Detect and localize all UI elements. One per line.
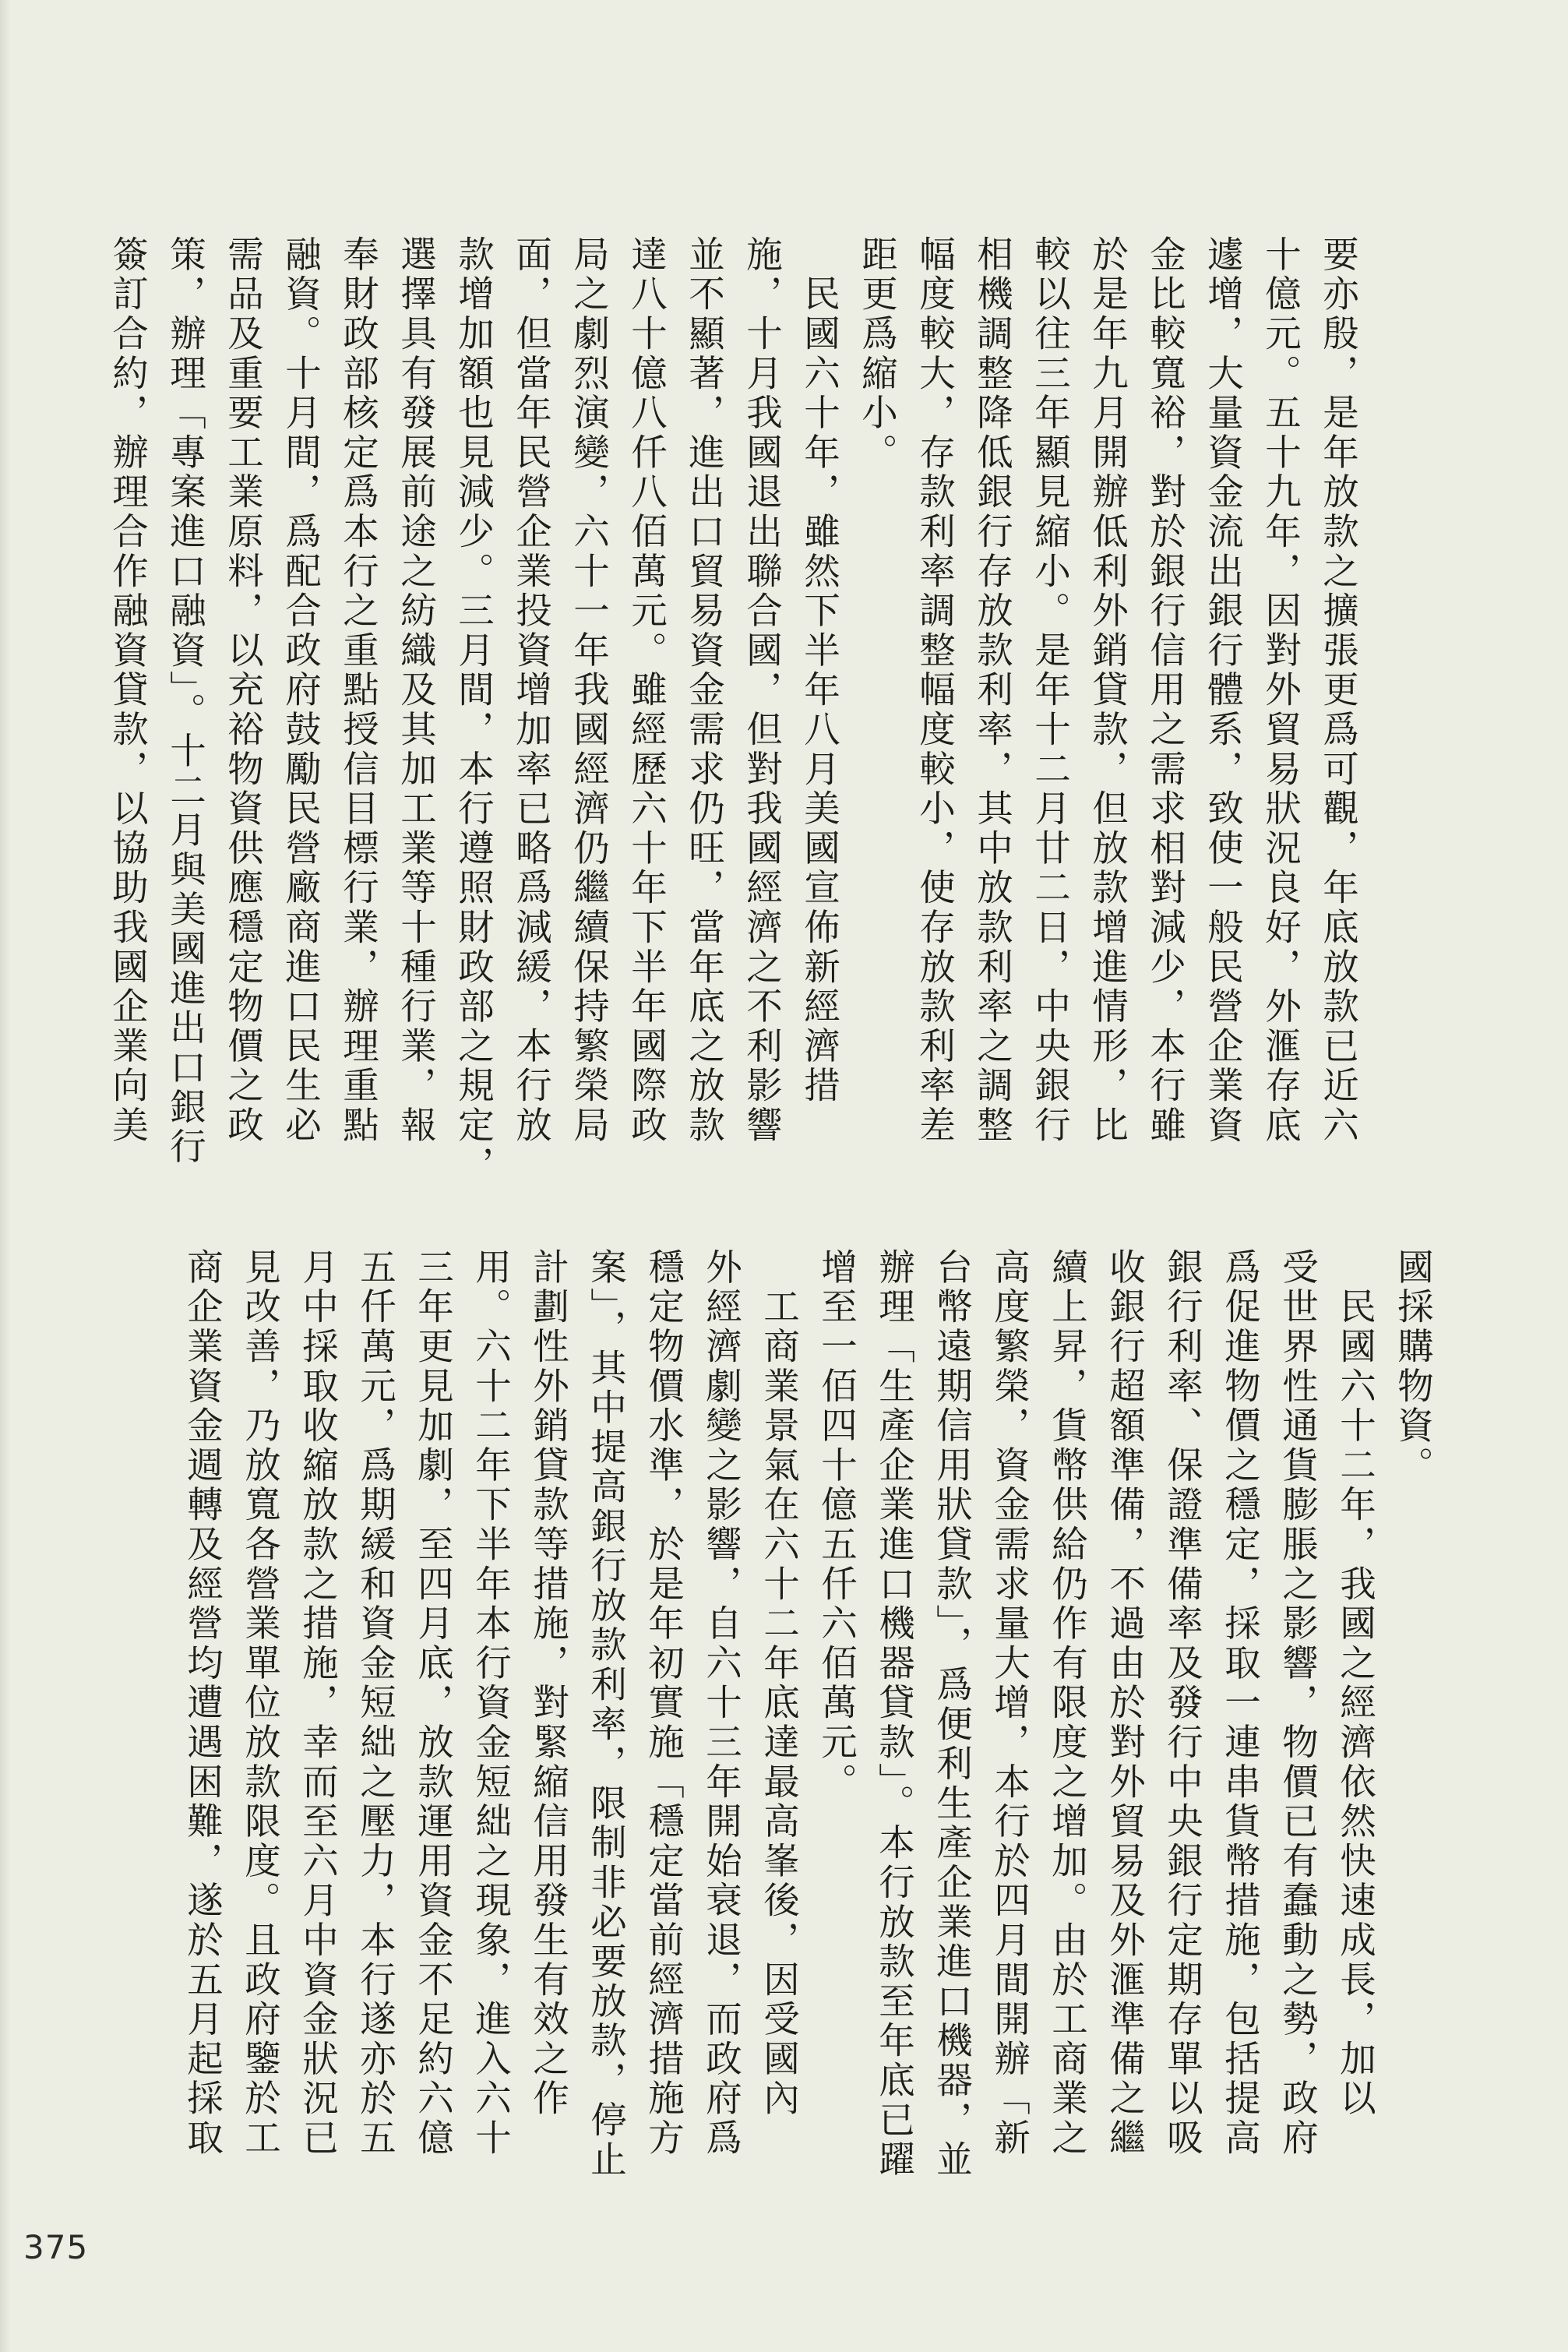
text-column: 幅度較大，存款利率調整幅度較小，使存放款利率差	[914, 235, 956, 1146]
text-column: 外經濟劇變之影響，自六十三年開始衰退，而政府爲	[700, 1248, 742, 2159]
text-column: 於是年九月開辦低利外銷貸款，但放款增進情形，比	[1087, 235, 1129, 1146]
text-column: 達八十億八仟八佰萬元。雖經歷六十年下半年國際政	[625, 235, 668, 1146]
text-column: 款增加額也見減少。三月間，本行遵照財政部之規定，	[453, 235, 495, 1186]
text-column: 民國六十二年，我國之經濟依然快速成長，加以	[1334, 1248, 1376, 2119]
text-column: 受世界性通貨膨脹之影響，物價已有蠢動之勢，政府	[1277, 1248, 1319, 2159]
text-column: 金比較寬裕，對於銀行信用之需求相對減少，本行雖	[1144, 235, 1186, 1146]
text-column: 局之劇烈演變，六十一年我國經濟仍繼續保持繁榮局	[568, 235, 610, 1146]
text-column: 較以往三年顯見縮小。是年十二月廿二日，中央銀行	[1029, 235, 1071, 1146]
page-number: 375	[23, 2228, 89, 2266]
text-column: 距更爲縮小。	[856, 235, 898, 473]
text-column: 奉財政部核定爲本行之重點授信目標行業，辦理重點	[337, 235, 379, 1146]
text-column: 工商業景氣在六十二年底達最高峯後，因受國內	[758, 1248, 800, 2119]
text-column: 收銀行超額準備，不過由於對外貿易及外滙準備之繼	[1104, 1248, 1146, 2159]
text-column: 五仟萬元，爲期緩和資金短絀之壓力，本行遂亦於五	[354, 1248, 396, 2159]
text-column: 爲促進物價之穩定，採取一連串貨幣措施，包括提高	[1219, 1248, 1261, 2159]
text-column: 需品及重要工業原料，以充裕物資供應穩定物價之政	[222, 235, 264, 1146]
text-column: 穩定物價水準，於是年初實施「穩定當前經濟措施方	[643, 1248, 685, 2159]
text-column: 相機調整降低銀行存放款利率，其中放款利率之調整	[971, 235, 1013, 1146]
text-column: 三年更見加劇，至四月底，放款運用資金不足約六億	[412, 1248, 454, 2159]
upper-text-block	[99, 235, 1367, 1318]
text-column: 商企業資金週轉及經營均遭遇困難，遂於五月起採取	[181, 1248, 224, 2159]
text-column: 選擇具有發展前途之紡織及其加工業等十種行業，報	[395, 235, 437, 1146]
text-column: 國採購物資。	[1392, 1248, 1434, 1486]
text-column: 策，辦理「專案進口融資」。十二月與美國進出口銀行	[164, 235, 206, 1167]
page-edge	[0, 0, 11, 2352]
text-column: 融資。十月間，爲配合政府鼓勵民營廠商進口民生必	[280, 235, 322, 1146]
text-column: 高度繁榮，資金需求量大增，本行於四月間開辦「新	[988, 1248, 1031, 2159]
text-column: 十億元。五十九年，因對外貿易狀況良好，外滙存底	[1260, 235, 1302, 1146]
text-column: 民國六十年，雖然下半年八月美國宣佈新經濟措	[798, 235, 840, 1106]
text-column: 見改善，乃放寬各營業單位放款限度。且政府鑒於工	[239, 1248, 281, 2159]
text-column: 要亦殷，是年放款之擴張更爲可觀，年底放款已近六	[1317, 235, 1359, 1146]
text-column: 施，十月我國退出聯合國，但對我國經濟之不利影響	[741, 235, 783, 1146]
text-column: 案」，其中提高銀行放款利率，限制非必要放款，停止	[585, 1248, 627, 2180]
text-column: 遽增，大量資金流出銀行體系，致使一般民營企業資	[1202, 235, 1244, 1146]
text-column: 簽訂合約，辦理合作融資貸款，以協助我國企業向美	[107, 235, 149, 1146]
text-column: 增至一佰四十億五仟六佰萬元。	[816, 1248, 858, 1803]
text-column: 台幣遠期信用狀貸款」，爲便利生產企業進口機器，並	[931, 1248, 973, 2180]
lower-text-block	[174, 1248, 1442, 2180]
text-column: 銀行利率、保證準備率及發行中央銀行定期存單以吸	[1161, 1248, 1203, 2159]
text-column: 計劃性外銷貸款等措施，對緊縮信用發生有效之作	[527, 1248, 569, 2119]
text-column: 續上昇，貨幣供給仍作有限度之增加。由於工商業之	[1046, 1248, 1088, 2159]
text-column: 辦理「生產企業進口機器貸款」。本行放款至年底已躍	[873, 1248, 915, 2180]
text-column: 面，但當年民營企業投資增加率已略爲減緩，本行放	[510, 235, 552, 1146]
text-column: 用。六十二年下半年本行資金短絀之現象，進入六十	[470, 1248, 512, 2159]
text-column: 並不顯著，進出口貿易資金需求仍旺，當年底之放款	[683, 235, 725, 1146]
text-column: 月中採取收縮放款之措施，幸而至六月中資金狀況已	[297, 1248, 339, 2159]
